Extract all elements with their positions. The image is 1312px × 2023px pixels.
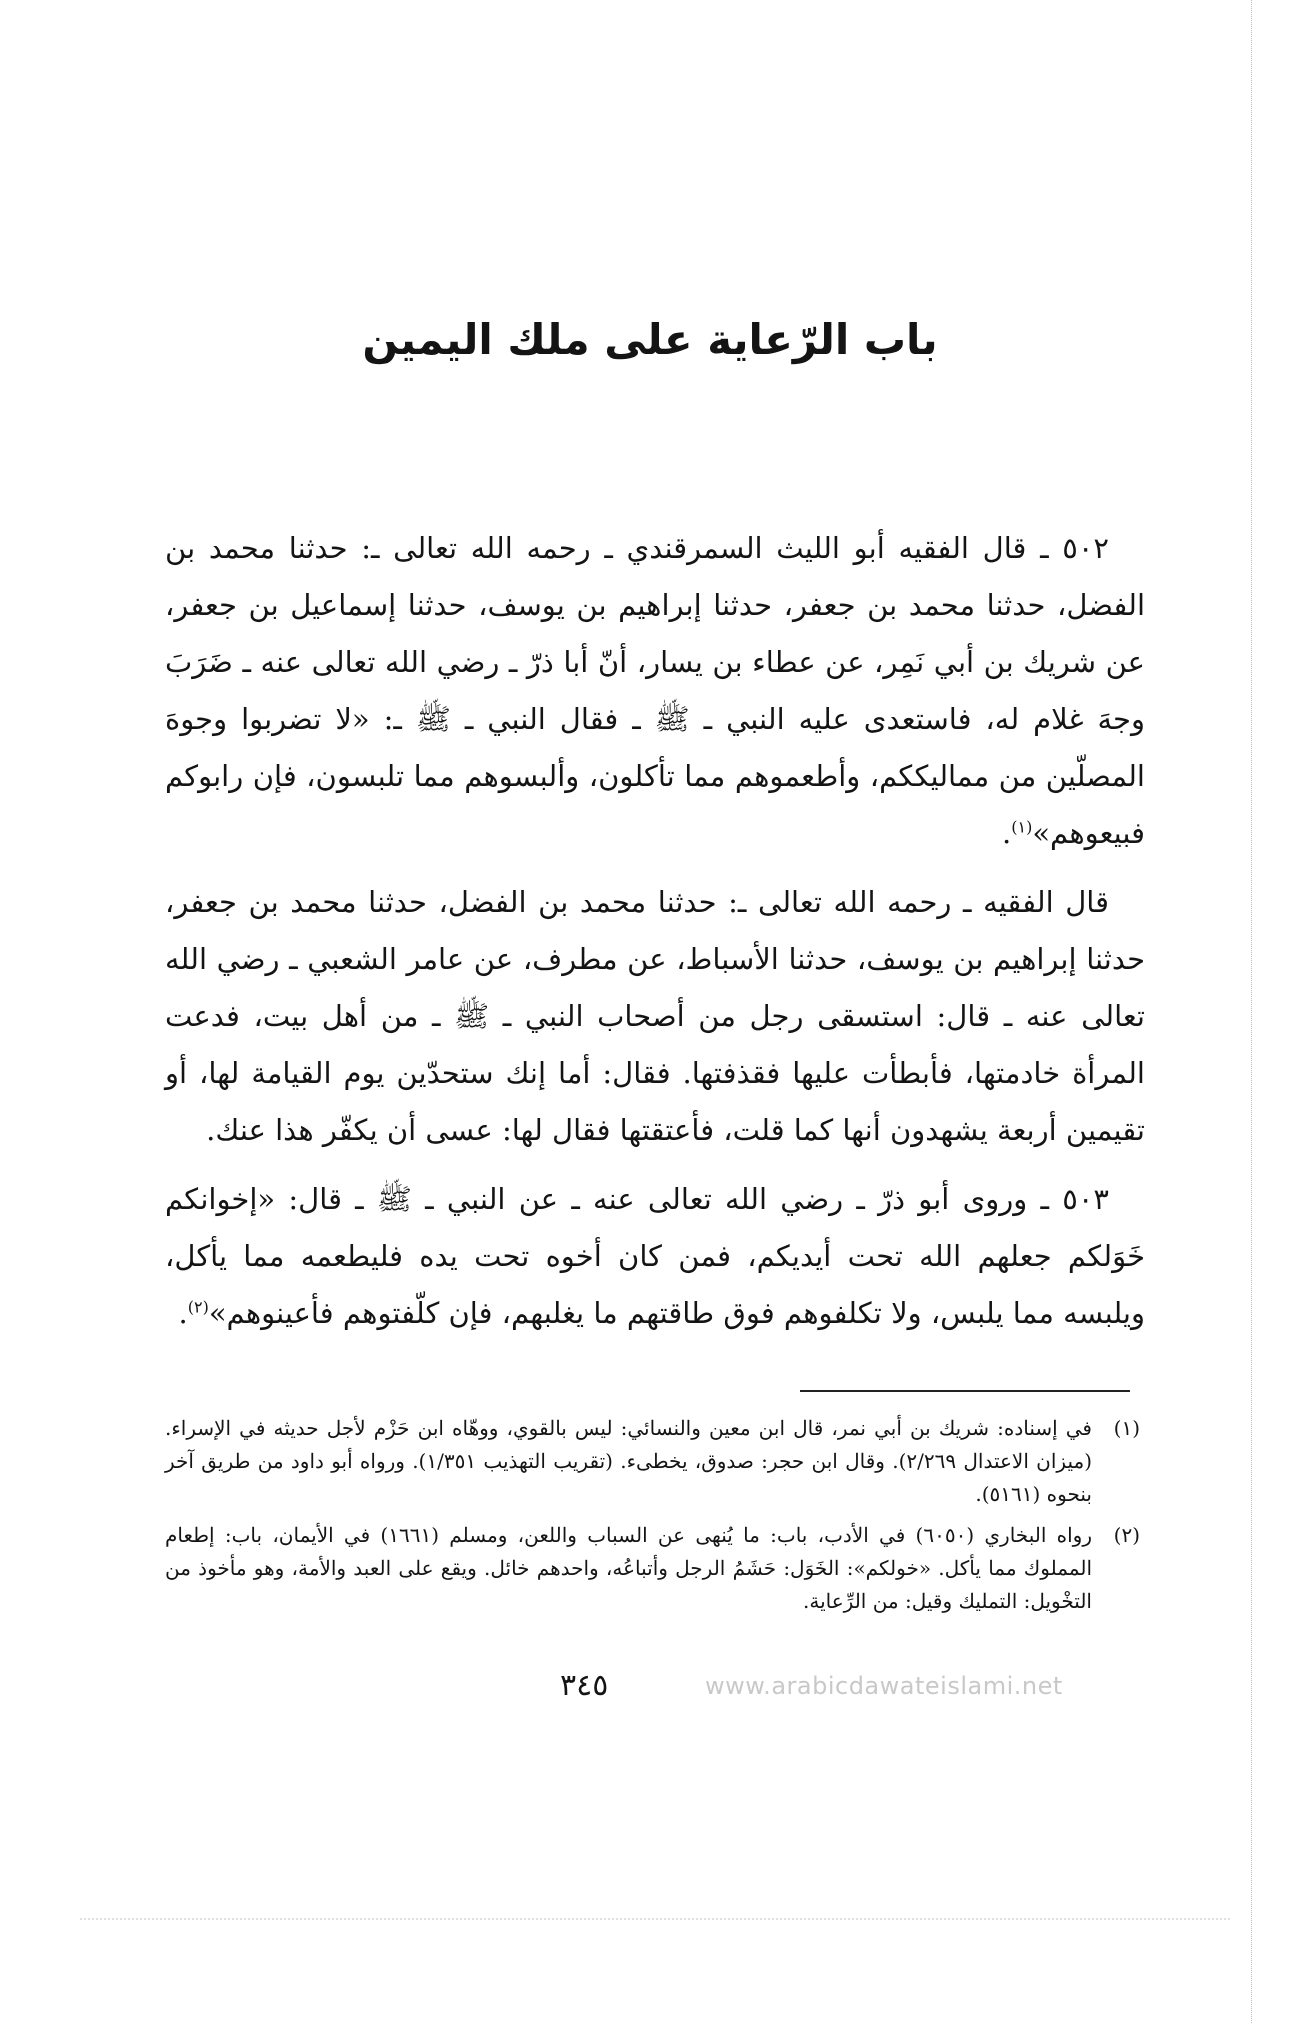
- footnote-ref-1[interactable]: (١): [1011, 817, 1033, 837]
- footnote-text: في إسناده: شريك بن أبي نمر، قال ابن معين والنسائي: ليس بالقوي، ووهّاه ابن حَزْم لأجل حديثه في الإسراء. (ميزان الاعتدال ٢/٢٦٩). وقال ابن حجر: صدوق، يخطىء. (تقريب التهذيب ١/٣٥١). ورواه أبو داود من طريق آخر بنحوه (٥١٦١).: [165, 1416, 1092, 1506]
- footnote-number: (١): [1113, 1416, 1140, 1440]
- footnote-number: (٢): [1113, 1523, 1140, 1547]
- scan-artifact-dots: [80, 1918, 1230, 1920]
- paragraph-503: ٥٠٣ ـ وروى أبو ذرّ ـ رضي الله تعالى عنه ـ عن النبي ـ ﷺ ـ قال: «إخوانكم خَوَلكم جعلهم الله تحت أيديكم، فمن كان أخوه تحت يده فليطعمه مما يأكل، ويلبسه مما يلبس، ولا تكلفوهم فوق طاقتهم ما يغلبهم، فإن كلّفتوهم فأعينوهم»$^{(٢)}$.: [165, 1182, 1145, 1330]
- paragraph-faqih: قال الفقيه ـ رحمه الله تعالى ـ: حدثنا محمد بن الفضل، حدثنا محمد بن جعفر، حدثنا إبراهيم بن يوسف، حدثنا الأسباط، عن مطرف، عن عامر الشعبي ـ رضي الله تعالى عنه ـ قال: استسقى رجل من أصحاب النبي ـ ﷺ ـ من أهل بيت، فدعت المرأة خادمتها، فأبطأت عليها فقذفتها. فقال: أما إنك ستحدّين يوم القيامة لها، أو تقيمين أربعة يشهدون أنها كما قلت، فأعتقتها فقال لها: عسى أن يكفّر هذا عنك.: [165, 885, 1145, 1147]
- footnote-2: [165, 1519, 1140, 1618]
- footnote-1: [165, 1412, 1140, 1511]
- footnote-divider: [800, 1390, 1130, 1392]
- footnote-ref-2[interactable]: (٢): [187, 1297, 209, 1317]
- paragraph-502: ٥٠٢ ـ قال الفقيه أبو الليث السمرقندي ـ رحمه الله تعالى ـ: حدثنا محمد بن الفضل، حدثنا محمد بن جعفر، حدثنا إبراهيم بن يوسف، حدثنا إسماعيل بن جعفر، عن شريك بن أبي نَمِر، عن عطاء بن يسار، أنّ أبا ذرّ ـ رضي الله تعالى عنه ـ ضَرَبَ وجهَ غلام له، فاستعدى عليه النبي ـ ﷺ ـ فقال النبي ـ ﷺ ـ: «لا تضربوا وجوهَ المصلّين من مماليككم، وأطعموهم مما تأكلون، وألبسوهم مما تلبسون، فإن رابوكم فبيعوهم»$^{(١)}$.: [165, 531, 1145, 850]
- footnotes: [165, 1412, 1140, 1626]
- watermark-url: www.arabicdawateislami.net: [705, 1672, 1063, 1700]
- footnote-text: رواه البخاري (٦٠٥٠) في الأدب، باب: ما يُنهى عن السباب واللعن، ومسلم (١٦٦١) في الأيمان، باب: إطعام المملوك مما يأكل. «خولكم»: الخَوَل: حَشَمُ الرجل وأتباعُه، واحدهم خائل. ويقع على العبد والأمة، وهو مأخوذ من التخْويل: التمليك وقيل: من الرِّعاية.: [165, 1523, 1092, 1613]
- chapter-title: باب الرّعاية على ملك اليمين: [362, 315, 938, 364]
- main-text: [165, 520, 1145, 1354]
- page-number: ٣٤٥: [560, 1668, 609, 1703]
